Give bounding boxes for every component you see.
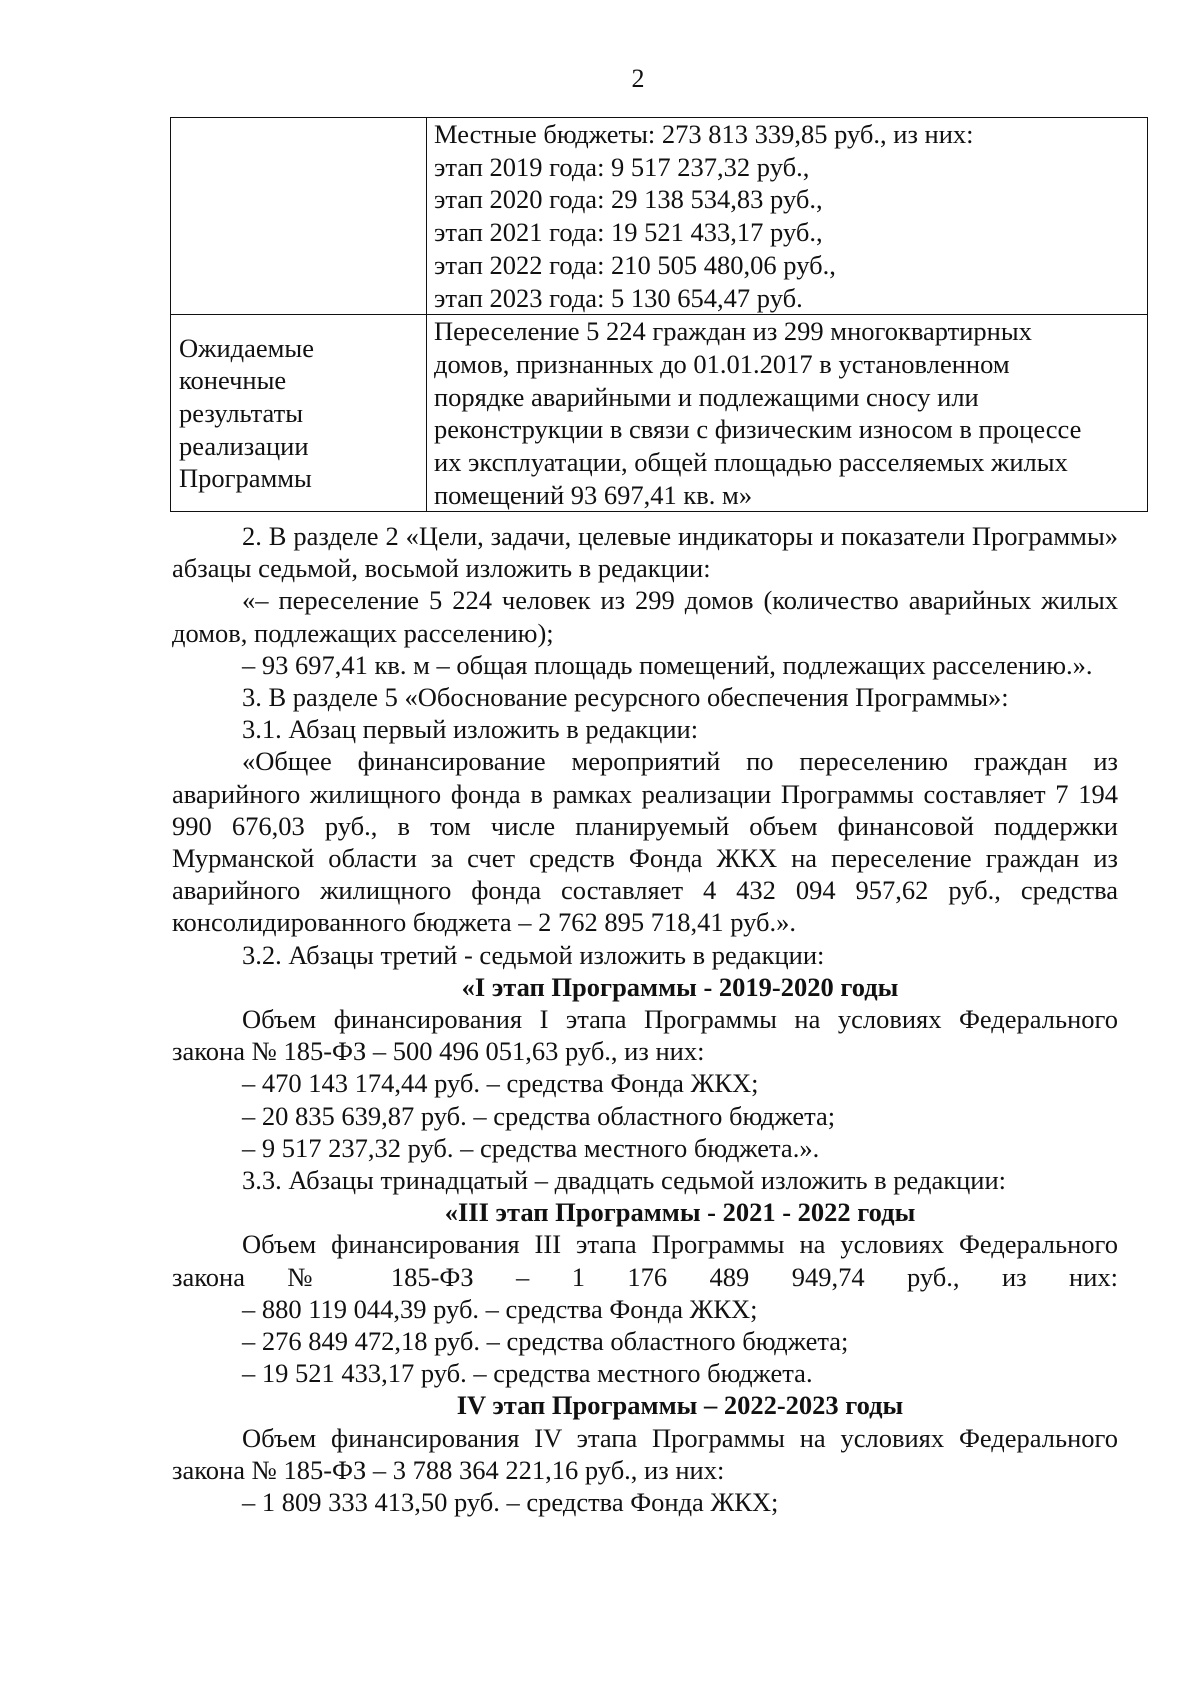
heading-stage-1: «I этап Программы - 2019-2020 годы bbox=[461, 971, 899, 1002]
list-item: – 1 809 333 413,50 руб. – средства Фонда ЖКХ; bbox=[242, 1487, 779, 1518]
table-label-line: Ожидаемые bbox=[179, 332, 314, 363]
table-line: этап 2022 года: 210 505 480,06 руб., bbox=[434, 249, 836, 280]
heading-stage-3: «III этап Программы - 2021 - 2022 годы bbox=[444, 1197, 916, 1228]
document-body bbox=[172, 520, 1118, 1518]
list-item: – 470 143 174,44 руб. – средства Фонда ЖКХ; bbox=[242, 1068, 759, 1099]
list-item: – 9 517 237,32 руб. – средства местного бюджета.». bbox=[242, 1132, 820, 1163]
table-label-cell bbox=[171, 118, 427, 315]
paragraph-3-2: 3.2. Абзацы третий - седьмой изложить в редакции: bbox=[242, 939, 825, 970]
paragraph-area-item: – 93 697,41 кв. м – общая площадь помещений, подлежащих расселению.». bbox=[242, 649, 1093, 680]
table-line: этап 2020 года: 29 138 534,83 руб., bbox=[434, 184, 823, 215]
table-label-line: Программы bbox=[179, 463, 312, 494]
paragraph-stage-1-volume: Объем финансирования I этапа Программы на условиях Федерального закона № 185-ФЗ – 500 496 051,63 руб., из них: bbox=[172, 1004, 1118, 1067]
paragraph-section-5: 3. В разделе 5 «Обоснование ресурсного обеспечения Программы»: bbox=[242, 682, 1009, 713]
table-row bbox=[171, 118, 1148, 315]
table-value-cell bbox=[427, 315, 1148, 512]
table-line: этап 2021 года: 19 521 433,17 руб., bbox=[434, 217, 823, 248]
page-number: 2 bbox=[631, 64, 645, 93]
table-value-cell bbox=[427, 118, 1148, 315]
table-line: их эксплуатации, общей площадью расселяемых жилых bbox=[434, 447, 1068, 478]
paragraph-resettlement-item: «– переселение 5 224 человек из 299 домов (количество аварийных жилых домов, подлежащих расселению); bbox=[172, 585, 1118, 648]
paragraph-stage-3-volume: Объем финансирования III этапа Программы на условиях Федерального закона № 185-ФЗ – 1 176 489 949,74 руб., из них: bbox=[172, 1229, 1118, 1292]
table-line: Переселение 5 224 граждан из 299 многоквартирных bbox=[434, 316, 1032, 347]
heading-stage-4: IV этап Программы – 2022-2023 годы bbox=[456, 1390, 904, 1421]
list-item: – 19 521 433,17 руб. – средства местного бюджета. bbox=[242, 1358, 813, 1389]
paragraph-total-financing: «Общее финансирование мероприятий по переселению граждан из аварийного жилищного фонда в рамках реализации Программы составляет 7 194 990 676,03 руб., в том числе планируемый объем финансовой поддержки Мурманской области за счет средств Фонда ЖКХ на переселение граждан из аварийного жилищного фонда составляет 4 432 094 957,62 руб., средства консолидированного бюджета – 2 762 895 718,41 руб.». bbox=[172, 746, 1118, 938]
paragraph-3-3: 3.3. Абзацы тринадцатый – двадцать седьмой изложить в редакции: bbox=[242, 1165, 1006, 1196]
paragraph-3-1: 3.1. Абзац первый изложить в редакции: bbox=[242, 714, 699, 745]
table-label-line: результаты bbox=[179, 397, 303, 428]
table-label-line: реализации bbox=[179, 430, 309, 461]
table-line: домов, признанных до 01.01.2017 в установленном bbox=[434, 348, 1010, 379]
table-label-cell bbox=[171, 315, 427, 512]
table-line: этап 2019 года: 9 517 237,32 руб., bbox=[434, 151, 810, 182]
paragraph-section-2: 2. В разделе 2 «Цели, задачи, целевые индикаторы и показатели Программы» абзацы седьмой, восьмой изложить в редакции: bbox=[172, 521, 1118, 584]
table-line: помещений 93 697,41 кв. м» bbox=[434, 479, 753, 510]
table-line: порядке аварийными и подлежащими сносу или bbox=[434, 381, 979, 412]
paragraph-stage-4-volume: Объем финансирования IV этапа Программы на условиях Федерального закона № 185-ФЗ – 3 788 364 221,16 руб., из них: bbox=[172, 1422, 1118, 1485]
table-line: реконструкции в связи с физическим износом в процессе bbox=[434, 414, 1082, 445]
list-item: – 20 835 639,87 руб. – средства областного бюджета; bbox=[242, 1100, 836, 1131]
list-item: – 880 119 044,39 руб. – средства Фонда ЖКХ; bbox=[242, 1293, 758, 1324]
program-passport-table bbox=[170, 117, 1148, 512]
list-item: – 276 849 472,18 руб. – средства областного бюджета; bbox=[242, 1326, 849, 1357]
table-line: Местные бюджеты: 273 813 339,85 руб., из них: bbox=[434, 119, 974, 149]
table-label-line: конечные bbox=[179, 365, 287, 396]
table-row bbox=[171, 315, 1148, 512]
table-line: этап 2023 года: 5 130 654,47 руб. bbox=[434, 282, 803, 313]
